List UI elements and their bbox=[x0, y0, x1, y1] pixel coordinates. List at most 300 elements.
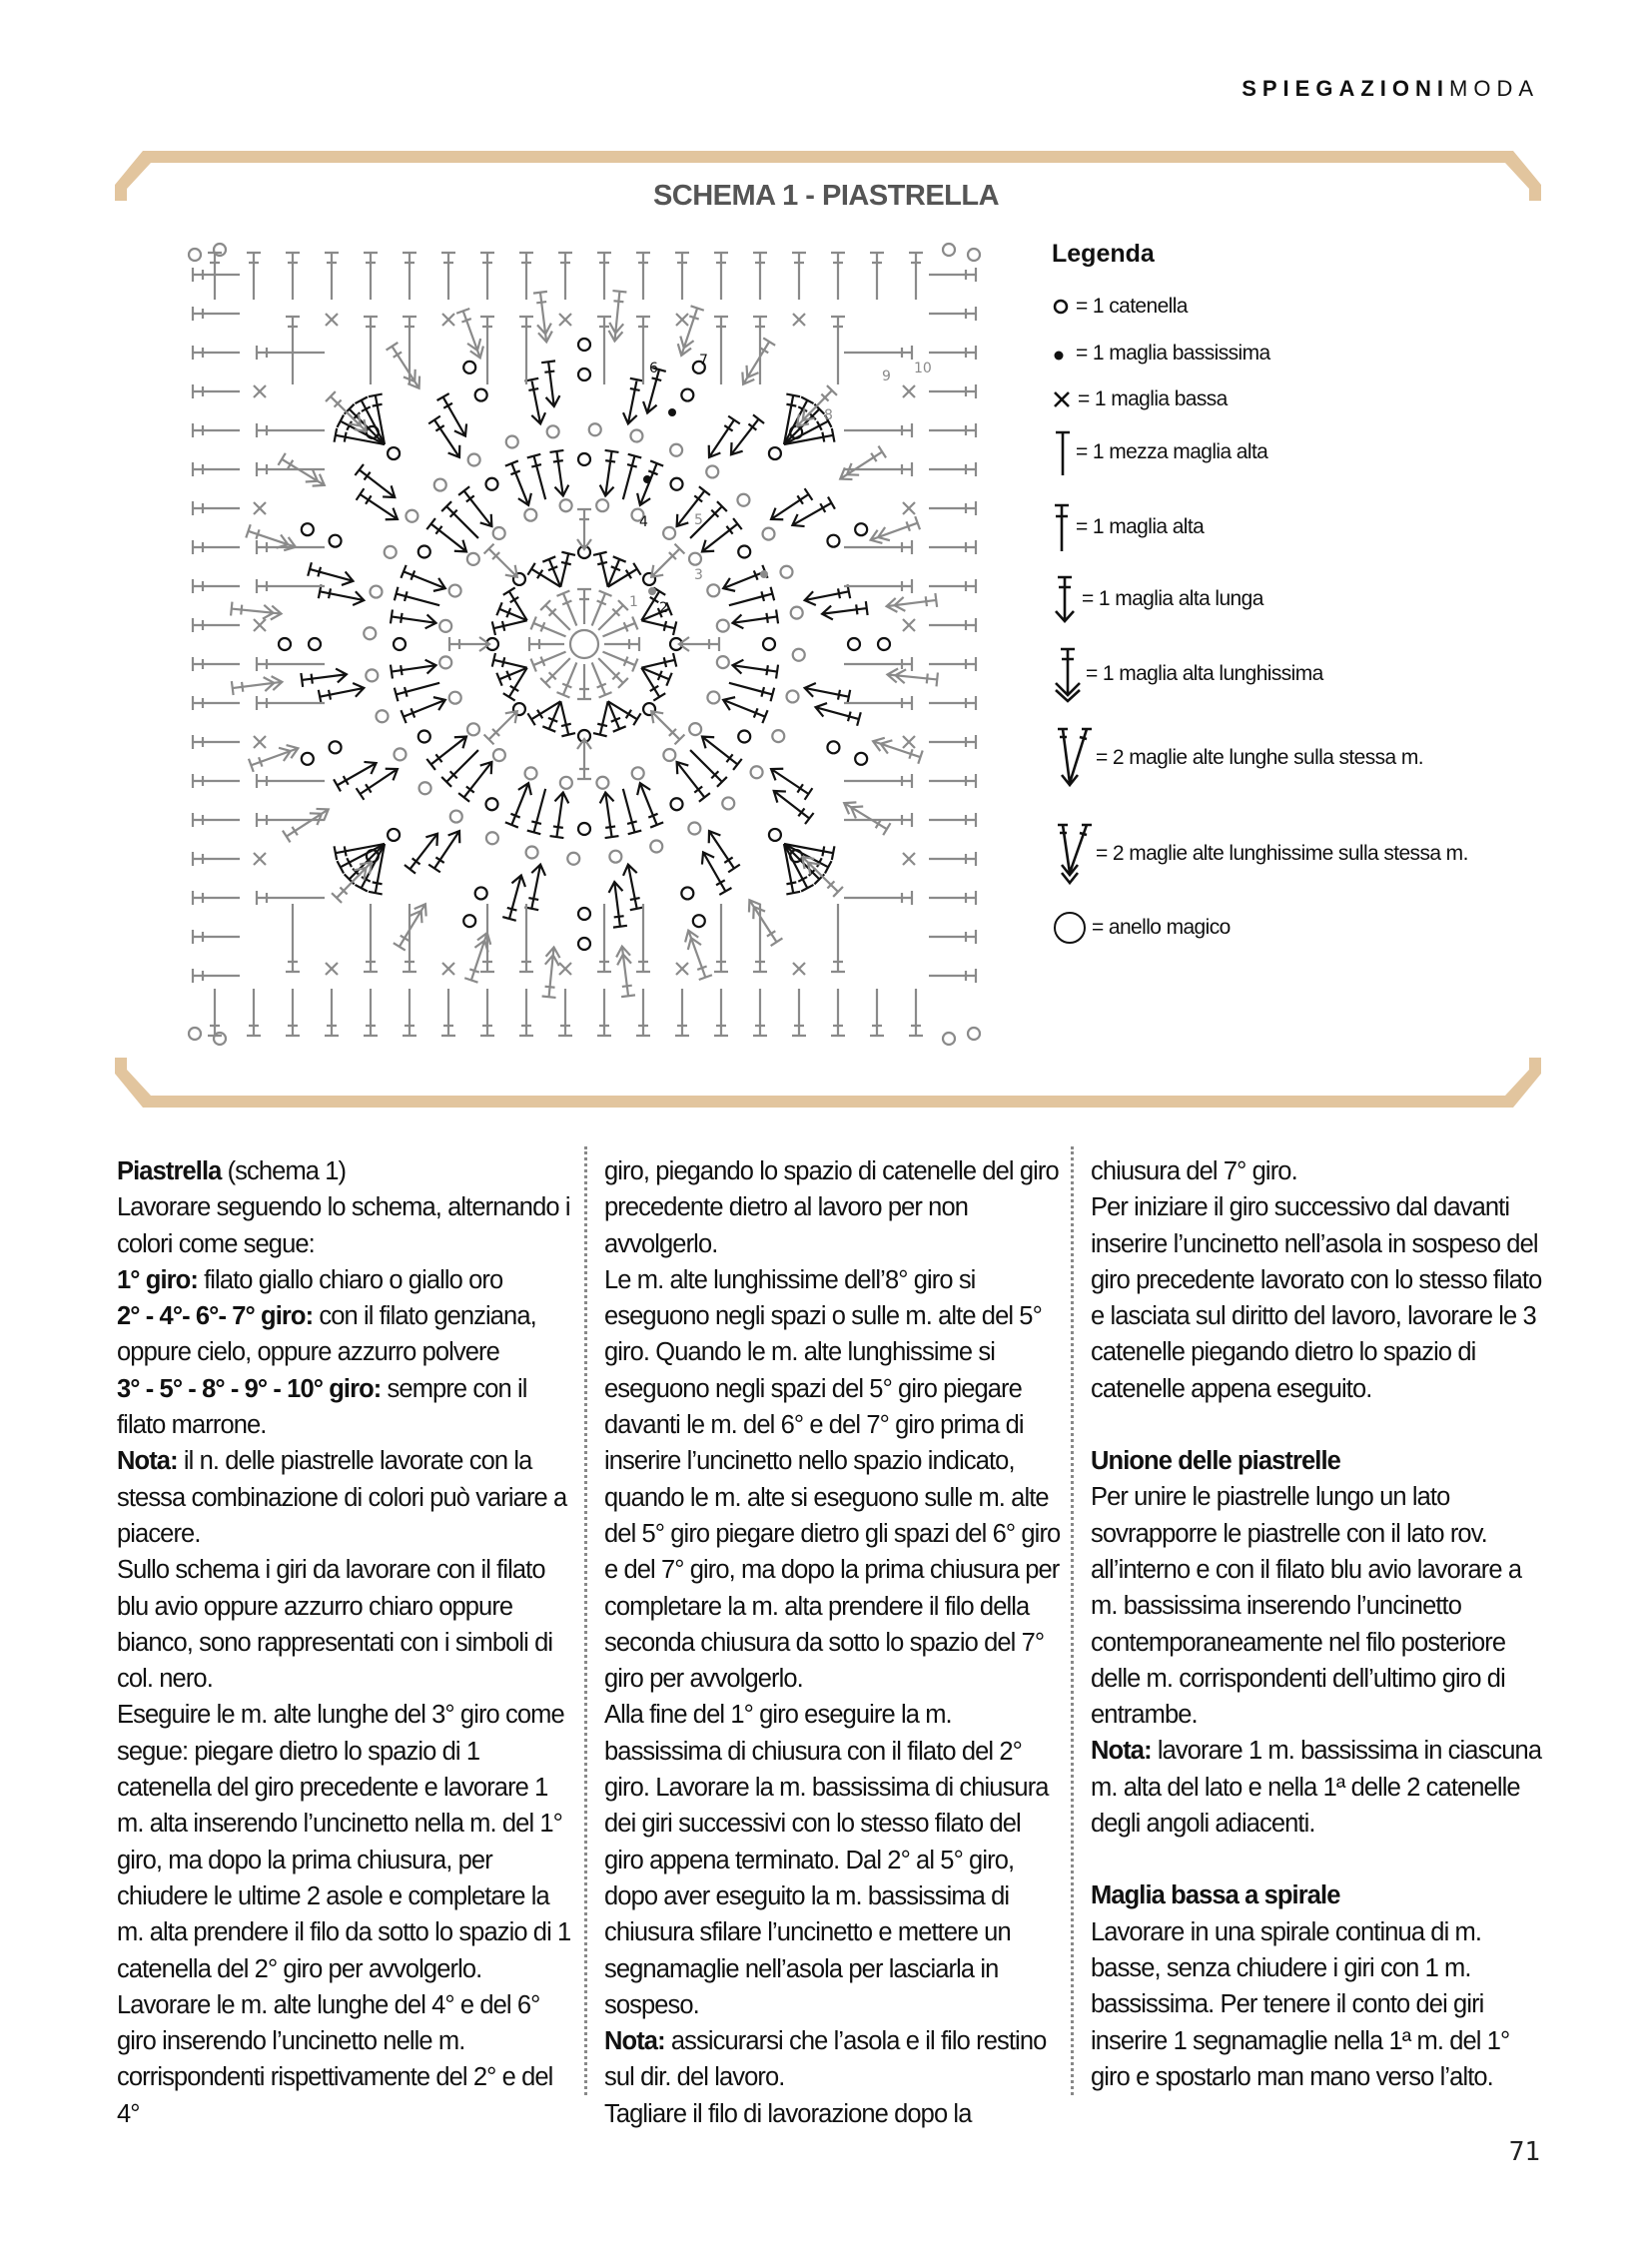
legend-label: = 2 maglie alte lunghe sulla stessa m. bbox=[1096, 746, 1423, 769]
single-crochet bbox=[442, 314, 454, 326]
chain-stitch bbox=[772, 730, 784, 742]
chain-stitch bbox=[707, 691, 719, 703]
legend-label: = 1 catenella bbox=[1076, 295, 1188, 318]
chain-circle-icon bbox=[1052, 296, 1072, 318]
round-label: 7 bbox=[699, 353, 708, 369]
chain-stitch bbox=[486, 798, 498, 810]
round-10-stitch bbox=[193, 423, 240, 437]
single-crochet bbox=[254, 853, 266, 865]
round-10-stitch bbox=[675, 989, 689, 1036]
round-9-stitch bbox=[714, 317, 728, 384]
round-4-stitch bbox=[732, 610, 778, 629]
round-10-stitch bbox=[929, 423, 976, 437]
chain-stitch bbox=[827, 741, 839, 753]
chain-stitch bbox=[302, 753, 314, 765]
round-9-stitch bbox=[844, 346, 912, 360]
round-4-stitch bbox=[505, 460, 531, 504]
chain-stitch bbox=[578, 823, 590, 835]
chain-stitch bbox=[693, 915, 705, 927]
chain-stitch bbox=[650, 840, 662, 852]
round-10-stitch bbox=[193, 813, 240, 827]
round-10-stitch bbox=[929, 501, 976, 515]
round-10-stitch bbox=[325, 989, 339, 1036]
round-8-stitch bbox=[749, 900, 782, 946]
round-10-stitch bbox=[597, 253, 611, 300]
round-9-stitch bbox=[844, 696, 912, 710]
round-9-stitch bbox=[257, 813, 325, 827]
single-crochet bbox=[676, 314, 688, 326]
chain-stitch bbox=[793, 649, 805, 661]
round-8-stitch bbox=[887, 593, 937, 612]
single-crochet bbox=[903, 502, 915, 514]
round-label: 8 bbox=[824, 407, 833, 423]
round-9-stitch bbox=[286, 904, 300, 972]
column-divider bbox=[584, 1146, 587, 2095]
chain-stitch bbox=[689, 553, 701, 565]
chain-stitch bbox=[524, 509, 536, 521]
two-extra-long-dc-same-stitch-icon bbox=[1052, 821, 1092, 887]
chain-stitch bbox=[578, 339, 590, 351]
round-6-stitch bbox=[428, 416, 459, 457]
section-light: MODA bbox=[1449, 76, 1539, 101]
round-10-stitch bbox=[193, 657, 240, 671]
chain-stitch bbox=[450, 811, 462, 823]
round-6-stitch bbox=[319, 584, 365, 605]
round-10-stitch bbox=[193, 852, 240, 866]
legend-item bbox=[1052, 426, 1531, 478]
round-6-stitch bbox=[524, 865, 545, 911]
round-text: filato giallo chiaro o giallo oro bbox=[197, 1265, 503, 1294]
round-9-stitch bbox=[257, 423, 325, 437]
round-10-stitch bbox=[193, 930, 240, 944]
round-10-stitch bbox=[636, 253, 650, 300]
round-10-stitch bbox=[558, 989, 572, 1036]
round-8-stitch bbox=[844, 802, 890, 835]
chain-stitch bbox=[663, 527, 675, 539]
legend-label: = anello magico bbox=[1092, 915, 1231, 939]
round-4-stitch bbox=[391, 660, 436, 679]
schema-title: SCHEMA 1 - PIASTRELLA bbox=[652, 180, 1000, 212]
round-4-stitch bbox=[401, 697, 444, 723]
chain-stitch bbox=[463, 915, 475, 927]
round-10-stitch bbox=[870, 989, 884, 1036]
chain-stitch bbox=[589, 423, 601, 435]
single-crochet bbox=[903, 619, 915, 631]
chain-stitch bbox=[791, 607, 803, 619]
round-4-stitch bbox=[458, 486, 491, 526]
single-crochet bbox=[559, 314, 571, 326]
round-4-stitch bbox=[550, 450, 569, 496]
legend-item bbox=[1052, 725, 1531, 791]
round-1-stitch bbox=[598, 600, 628, 630]
round-7-stitch bbox=[301, 669, 347, 687]
round-10-stitch bbox=[929, 930, 976, 944]
round-10-stitch bbox=[929, 735, 976, 749]
round-8-stitch bbox=[249, 745, 298, 772]
legend-item bbox=[1052, 295, 1531, 319]
chain-stitch bbox=[578, 908, 590, 920]
round-3-stitch bbox=[484, 544, 517, 577]
round-3-stitch bbox=[484, 711, 517, 744]
round-4-stitch bbox=[637, 460, 663, 504]
round-6-stitch bbox=[319, 683, 365, 704]
chain-stitch bbox=[493, 749, 505, 761]
chain-stitch bbox=[475, 887, 487, 899]
chain-stitch bbox=[463, 362, 475, 374]
round-text: con il filato genziana, oppure cielo, oppure azzurro polvere bbox=[117, 1302, 536, 1367]
round-8-stitch bbox=[332, 862, 372, 903]
chain-stitch bbox=[506, 436, 518, 448]
round-7-stitch bbox=[541, 361, 559, 406]
paragraph: Eseguire le m. alte lunghe del 3° giro come segue: piegare dietro lo spazio di 1 catenella del giro precedente e lavorare 1 m. alta inserendo l’uncinetto nella m. del 1° giro, ma dopo la prima chiusura, per chiudere le ultime 2 asole e completare la m. alta prendere il filo da sotto lo spazio di 1 catenella del 2° giro per avvolgerlo. bbox=[117, 1701, 571, 1983]
round-8-stitch bbox=[678, 306, 704, 356]
note-label: Nota: bbox=[117, 1447, 178, 1476]
chain-stitch bbox=[596, 499, 608, 511]
round-7-stitch bbox=[816, 703, 861, 726]
chain-stitch bbox=[377, 710, 389, 722]
round-4-stitch bbox=[458, 762, 491, 802]
chain-stitch bbox=[330, 741, 342, 753]
round-10-stitch bbox=[480, 253, 494, 300]
round-2-stitch bbox=[641, 653, 676, 668]
round-10-stitch bbox=[929, 307, 976, 321]
round-9-stitch bbox=[257, 696, 325, 710]
round-8-stitch bbox=[871, 516, 920, 543]
round-10-stitch bbox=[870, 253, 884, 300]
paragraph: chiusura del 7° giro. bbox=[1091, 1157, 1297, 1185]
round-10-stitch bbox=[193, 735, 240, 749]
chain-stitch bbox=[689, 723, 701, 735]
page-number: 71 bbox=[1508, 2137, 1540, 2167]
legend-item bbox=[1052, 821, 1531, 887]
chain-stitch bbox=[526, 847, 538, 859]
round-label: 6 bbox=[649, 361, 658, 376]
single-crochet bbox=[326, 963, 338, 975]
round-10-stitch bbox=[929, 852, 976, 866]
single-crochet-x-icon bbox=[1052, 388, 1074, 410]
round-9-stitch bbox=[597, 317, 611, 384]
round-6-stitch bbox=[771, 769, 812, 800]
round-10-stitch bbox=[193, 501, 240, 515]
legend-item bbox=[1052, 387, 1531, 411]
round-8-stitch bbox=[802, 857, 843, 897]
slip-stitch bbox=[643, 475, 651, 483]
round-4-stitch bbox=[600, 450, 619, 496]
legend-item bbox=[1052, 342, 1531, 366]
legend-label: = 1 maglia bassissima bbox=[1076, 341, 1270, 365]
chain-stitch bbox=[632, 767, 644, 779]
round-9-stitch bbox=[519, 317, 533, 384]
round-6-stitch bbox=[709, 416, 740, 457]
round-10-stitch bbox=[558, 253, 572, 300]
round-9-stitch bbox=[257, 657, 325, 671]
chain-stitch bbox=[878, 638, 890, 650]
slip-stitch bbox=[648, 587, 656, 595]
round-6-stitch bbox=[428, 831, 459, 872]
round-2-stitch bbox=[492, 653, 527, 668]
round-10-stitch bbox=[714, 989, 728, 1036]
chain-stitch bbox=[388, 447, 400, 459]
round-3-stitch bbox=[577, 509, 591, 549]
round-label: 3° - 5° - 8° - 9° - 10° giro: bbox=[117, 1374, 382, 1403]
round-4-stitch bbox=[729, 587, 774, 605]
round-4-stitch bbox=[395, 587, 439, 605]
chain-stitch bbox=[663, 749, 675, 761]
chain-stitch bbox=[406, 510, 417, 522]
chain-stitch bbox=[370, 586, 382, 598]
chain-stitch bbox=[688, 823, 700, 835]
chain-stitch bbox=[827, 535, 839, 547]
chain-stitch bbox=[630, 429, 642, 441]
chain-stitch bbox=[596, 777, 608, 789]
round-10-stitch bbox=[636, 989, 650, 1036]
chain-stitch bbox=[787, 690, 799, 702]
round-10-stitch bbox=[286, 253, 300, 300]
round-10-stitch bbox=[929, 579, 976, 593]
extra-long-double-crochet-icon bbox=[1052, 645, 1082, 703]
round-10-stitch bbox=[193, 384, 240, 398]
round-10-stitch bbox=[753, 989, 767, 1036]
chain-stitch bbox=[385, 546, 397, 558]
chain-stitch bbox=[567, 853, 579, 865]
round-10-stitch bbox=[247, 989, 261, 1036]
round-4-stitch bbox=[623, 454, 641, 499]
single-crochet bbox=[254, 619, 266, 631]
legend-label: = 1 mezza maglia alta bbox=[1076, 440, 1268, 463]
round-10-stitch bbox=[929, 540, 976, 554]
legend-item bbox=[1052, 501, 1531, 553]
chain-stitch bbox=[189, 249, 201, 261]
round-10-stitch bbox=[753, 253, 767, 300]
round-10-stitch bbox=[193, 969, 240, 983]
round-8-stitch bbox=[608, 291, 626, 341]
round-9-stitch bbox=[844, 774, 912, 788]
note-text: assicurarsi che l’asola e il filo restino sul dir. del lavoro. bbox=[604, 2027, 1047, 2092]
section-bold: SPIEGAZIONI bbox=[1241, 76, 1449, 101]
round-10-stitch bbox=[193, 891, 240, 905]
round-10-stitch bbox=[193, 268, 240, 282]
chain-stitch bbox=[769, 829, 781, 841]
round-4-stitch bbox=[637, 783, 663, 827]
chain-stitch bbox=[330, 535, 342, 547]
round-6-stitch bbox=[357, 769, 398, 800]
legend-label: = 1 maglia alta bbox=[1076, 514, 1205, 538]
chain-stitch bbox=[968, 1028, 980, 1040]
chain-stitch bbox=[681, 389, 693, 401]
round-8-stitch bbox=[840, 446, 886, 479]
round-6-stitch bbox=[805, 584, 851, 605]
round-3-stitch bbox=[651, 544, 684, 577]
half-double-crochet-icon bbox=[1052, 427, 1072, 477]
round-9-stitch bbox=[597, 904, 611, 972]
round-2-stitch bbox=[593, 701, 608, 736]
round-4-stitch bbox=[527, 789, 545, 834]
column-2 bbox=[604, 1153, 1064, 2132]
round-1-stitch bbox=[577, 664, 591, 699]
chain-stitch bbox=[681, 887, 693, 899]
round-6-stitch bbox=[623, 378, 644, 424]
round-4-stitch bbox=[723, 565, 767, 591]
round-10-stitch bbox=[193, 462, 240, 476]
chain-stitch bbox=[560, 499, 572, 511]
chain-stitch bbox=[388, 829, 400, 841]
round-text: sempre con il filato marrone. bbox=[117, 1374, 527, 1440]
chain-stitch bbox=[717, 620, 729, 632]
section-heading: Maglia bassa a spirale bbox=[1091, 1881, 1340, 1910]
round-10-stitch bbox=[714, 253, 728, 300]
round-10-stitch bbox=[792, 989, 806, 1036]
paragraph: Le m. alte lunghissime dell’8° giro si eseguono negli spazi o sulle m. alte del 5° giro. Quando le m. alte lunghissime si eseguono negli spazi del 5° giro piegare davanti le m. del 6° e del 7° giro prima di inserire l’uncinetto nello spazio indicato, quando le m. alte si eseguono sulle m. alte del 5° giro piegare dietro gli spazi del 6° giro e del 7° giro, ma dopo la prima chiusura per completare la m. alta prendere il filo della seconda chiusura da sotto lo spazio del 7° giro per avvolgerlo. bbox=[604, 1265, 1061, 1694]
round-1-stitch bbox=[604, 637, 639, 651]
round-9-stitch bbox=[519, 904, 533, 972]
chain-stitch bbox=[670, 444, 682, 456]
legend-label: = 1 maglia bassa bbox=[1078, 387, 1228, 410]
round-4-stitch bbox=[505, 783, 531, 827]
round-9-stitch bbox=[844, 579, 912, 593]
round-9-stitch bbox=[636, 904, 650, 972]
round-10-stitch bbox=[480, 989, 494, 1036]
round-10-stitch bbox=[193, 774, 240, 788]
legend-item bbox=[1052, 910, 1531, 946]
round-9-stitch bbox=[257, 579, 325, 593]
round-9-stitch bbox=[831, 317, 845, 384]
round-10-stitch bbox=[193, 579, 240, 593]
chain-stitch bbox=[486, 832, 498, 844]
single-crochet bbox=[442, 963, 454, 975]
chain-stitch bbox=[366, 669, 378, 681]
chain-stitch bbox=[671, 478, 683, 490]
round-3-stitch bbox=[651, 711, 684, 744]
running-head bbox=[1241, 76, 1539, 102]
round-4-stitch bbox=[702, 737, 742, 770]
chain-stitch bbox=[738, 546, 750, 558]
single-crochet bbox=[903, 853, 915, 865]
round-4-stitch bbox=[395, 683, 439, 701]
round-10-stitch bbox=[929, 891, 976, 905]
round-9-stitch bbox=[257, 774, 325, 788]
round-10-stitch bbox=[929, 268, 976, 282]
paragraph: Tagliare il filo di lavorazione dopo la bbox=[604, 2099, 972, 2128]
chain-stitch bbox=[707, 584, 719, 596]
single-crochet bbox=[676, 963, 688, 975]
round-10-stitch bbox=[792, 253, 806, 300]
round-9-stitch bbox=[257, 540, 325, 554]
paragraph: Alla fine del 1° giro eseguire la m. bassissima di chiusura con il filato del 2° giro. Lavorare la m. bassissima di chiusura dei giri successivi con lo stesso filato del giro appena terminato. Dal 2° al 5° giro, dopo aver eseguito la m. bassissima di chiusura sfilare l’uncinetto e mettere un segnamaglie nell’asola per lasciarla in sospeso. bbox=[604, 1701, 1049, 2019]
round-8-stitch bbox=[387, 343, 419, 388]
round-9-stitch bbox=[286, 317, 300, 384]
round-10-stitch bbox=[831, 989, 845, 1036]
round-6-stitch bbox=[709, 831, 740, 872]
chain-stitch bbox=[214, 244, 226, 256]
column-divider bbox=[1071, 1146, 1074, 2095]
note-label: Nota: bbox=[1091, 1737, 1152, 1766]
chain-stitch bbox=[418, 731, 430, 743]
round-10-stitch bbox=[208, 989, 222, 1036]
legend-label: = 1 maglia alta lunghissima bbox=[1086, 661, 1323, 685]
round-10-stitch bbox=[193, 696, 240, 710]
chain-stitch bbox=[763, 528, 775, 540]
chain-stitch bbox=[189, 1028, 201, 1040]
round-7-stitch bbox=[822, 601, 868, 619]
column-1 bbox=[117, 1153, 571, 2132]
round-label: 3 bbox=[694, 567, 703, 583]
single-crochet bbox=[254, 736, 266, 748]
chain-stitch bbox=[439, 620, 451, 632]
round-10-stitch bbox=[929, 696, 976, 710]
round-9-stitch bbox=[714, 904, 728, 972]
round-10-stitch bbox=[675, 253, 689, 300]
round-10-stitch bbox=[929, 969, 976, 983]
paragraph: Per iniziare il giro successivo dal davanti inserire l’uncinetto nell’asola in sospeso del giro precedente lavorato con lo stesso filato e lasciata sul diritto del lavoro, lavorare le 3 catenelle piegando dietro lo spazio di catenelle appena eseguito. bbox=[1091, 1193, 1542, 1403]
round-2-stitch bbox=[593, 552, 608, 587]
chain-stitch bbox=[449, 585, 461, 597]
chain-stitch bbox=[706, 465, 718, 477]
round-6-stitch bbox=[357, 488, 398, 519]
chain-stitch bbox=[763, 638, 775, 650]
round-label: 2 bbox=[659, 600, 668, 616]
chain-stitch bbox=[943, 244, 955, 256]
round-9-stitch bbox=[257, 346, 325, 360]
round-10-stitch bbox=[193, 618, 240, 632]
round-6-stitch bbox=[771, 488, 812, 519]
paragraph: Lavorare seguendo lo schema, alternando i colori come segue: bbox=[117, 1193, 570, 1258]
heading-suffix: (schema 1) bbox=[221, 1157, 347, 1185]
round-10-stitch bbox=[929, 462, 976, 476]
round-2-stitch bbox=[560, 552, 575, 587]
round-9-stitch bbox=[364, 317, 378, 384]
round-9-stitch bbox=[636, 317, 650, 384]
note-text: il n. delle piastrelle lavorate con la stessa combinazione di colori può variare a piacere. bbox=[117, 1447, 567, 1548]
round-4-stitch bbox=[441, 750, 478, 787]
chain-stitch bbox=[769, 447, 781, 459]
round-1-stitch bbox=[577, 589, 591, 624]
chain-stitch bbox=[364, 627, 376, 639]
chain-stitch bbox=[439, 656, 451, 668]
round-9-stitch bbox=[844, 891, 912, 905]
round-10-stitch bbox=[929, 774, 976, 788]
round-4-stitch bbox=[527, 454, 545, 499]
round-8-stitch bbox=[533, 292, 552, 342]
chain-stitch bbox=[671, 798, 683, 810]
column-3 bbox=[1091, 1153, 1545, 2095]
section-heading: Piastrella bbox=[117, 1157, 222, 1185]
note-text: lavorare 1 m. bassissima in ciascuna m. alta del lato e nella 1ª delle 2 catenelle degli angoli adiacenti. bbox=[1091, 1737, 1542, 1839]
round-1-stitch bbox=[540, 658, 570, 688]
chain-stitch bbox=[968, 249, 980, 261]
round-1-stitch bbox=[529, 637, 564, 651]
round-8-stitch bbox=[616, 947, 635, 997]
single-crochet bbox=[793, 314, 805, 326]
chain-stitch bbox=[394, 748, 406, 760]
round-4-stitch bbox=[702, 518, 742, 551]
chain-stitch bbox=[525, 767, 537, 779]
round-10-stitch bbox=[441, 989, 455, 1036]
round-10-stitch bbox=[325, 253, 339, 300]
round-6-stitch bbox=[524, 378, 545, 424]
single-crochet bbox=[254, 385, 266, 397]
round-10-stitch bbox=[519, 989, 533, 1036]
round-8-stitch bbox=[887, 668, 937, 686]
slip-stitch bbox=[760, 570, 768, 578]
round-8-stitch bbox=[326, 391, 367, 431]
slip-stitch-dot-icon bbox=[1052, 343, 1072, 365]
round-6-stitch bbox=[623, 865, 644, 911]
round-2-stitch bbox=[492, 620, 527, 635]
round-7-stitch bbox=[308, 562, 353, 585]
round-4-stitch bbox=[677, 762, 710, 802]
round-10-stitch bbox=[909, 253, 923, 300]
legend-title: Legenda bbox=[1052, 240, 1155, 268]
